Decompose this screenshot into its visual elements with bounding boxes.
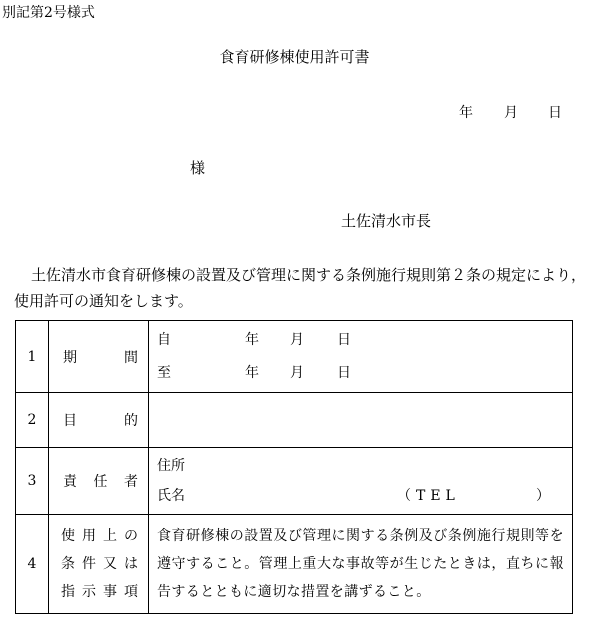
permit-details-table bbox=[15, 320, 573, 614]
period-from-month-label: 月 bbox=[290, 331, 304, 348]
label-char: 条 bbox=[61, 556, 75, 572]
row-label-purpose bbox=[49, 393, 149, 448]
row-number: 3 bbox=[16, 448, 49, 515]
label-char: 使 bbox=[61, 528, 75, 544]
label-char: 間 bbox=[124, 349, 138, 366]
label-char: 示 bbox=[82, 584, 96, 600]
name-label: 氏名 bbox=[157, 488, 185, 504]
label-char: は bbox=[124, 556, 138, 572]
table-row-responsible-person bbox=[16, 448, 573, 515]
label-char: 責 bbox=[63, 474, 77, 490]
date-month-label: 月 bbox=[504, 105, 518, 121]
row-label-responsible-person bbox=[49, 448, 149, 515]
label-char: 又 bbox=[103, 556, 117, 572]
name-line bbox=[157, 481, 564, 511]
period-end-line bbox=[157, 357, 564, 390]
notice-body-text: 土佐清水市食育研修棟の設置及び管理に関する条例施行規則第２条の規定により，使用許可の通知をします。 bbox=[14, 266, 587, 310]
date-year-label: 年 bbox=[459, 105, 473, 121]
row-number: 2 bbox=[16, 393, 49, 448]
period-to-label: 至 bbox=[157, 364, 171, 381]
period-from-day-label: 日 bbox=[337, 331, 351, 348]
row-number: 4 bbox=[16, 515, 49, 614]
tel-close-paren: ） bbox=[536, 488, 550, 504]
period-from-label: 自 bbox=[157, 331, 171, 348]
label-char: 期 bbox=[63, 349, 77, 366]
label-char: 上 bbox=[103, 528, 117, 544]
period-field[interactable] bbox=[149, 321, 573, 393]
label-char: 目 bbox=[63, 413, 77, 429]
address-line bbox=[157, 451, 564, 481]
address-label: 住所 bbox=[157, 458, 185, 474]
recipient-honorific: 様 bbox=[190, 159, 206, 177]
period-to-day-label: 日 bbox=[337, 364, 351, 381]
label-char: の bbox=[124, 528, 138, 544]
table-row-period bbox=[16, 321, 573, 393]
label-char: 指 bbox=[61, 584, 75, 600]
period-to-year-label: 年 bbox=[245, 364, 259, 381]
table-row-purpose bbox=[16, 393, 573, 448]
form-number: 別記第2号様式 bbox=[2, 5, 95, 21]
label-char: 事 bbox=[103, 584, 117, 600]
label-char: 用 bbox=[82, 528, 96, 544]
purpose-field[interactable] bbox=[149, 393, 573, 448]
label-char: 項 bbox=[124, 584, 138, 600]
row-label-period bbox=[49, 321, 149, 393]
label-char: 任 bbox=[93, 474, 108, 490]
table-row-conditions bbox=[16, 515, 573, 614]
row-label-conditions bbox=[49, 515, 149, 614]
issuer-name: 土佐清水市長 bbox=[341, 212, 432, 230]
period-start-line bbox=[157, 324, 564, 357]
label-char: 件 bbox=[82, 556, 96, 572]
period-to-month-label: 月 bbox=[290, 364, 304, 381]
label-char: 者 bbox=[124, 474, 138, 490]
period-from-year-label: 年 bbox=[245, 331, 259, 348]
label-char: 的 bbox=[124, 413, 138, 429]
responsible-person-field[interactable] bbox=[149, 448, 573, 515]
tel-label: （TEL bbox=[397, 488, 460, 504]
row-number: 1 bbox=[16, 321, 49, 393]
conditions-text: 食育研修棟の設置及び管理に関する条例及び条例施行規則等を遵守すること。管理上重大な事故等が生じたときは，直ちに報告するとともに適切な措置を講ずること。 bbox=[149, 515, 573, 614]
document-title: 食育研修棟使用許可書 bbox=[219, 48, 370, 66]
date-day-label: 日 bbox=[548, 105, 562, 121]
